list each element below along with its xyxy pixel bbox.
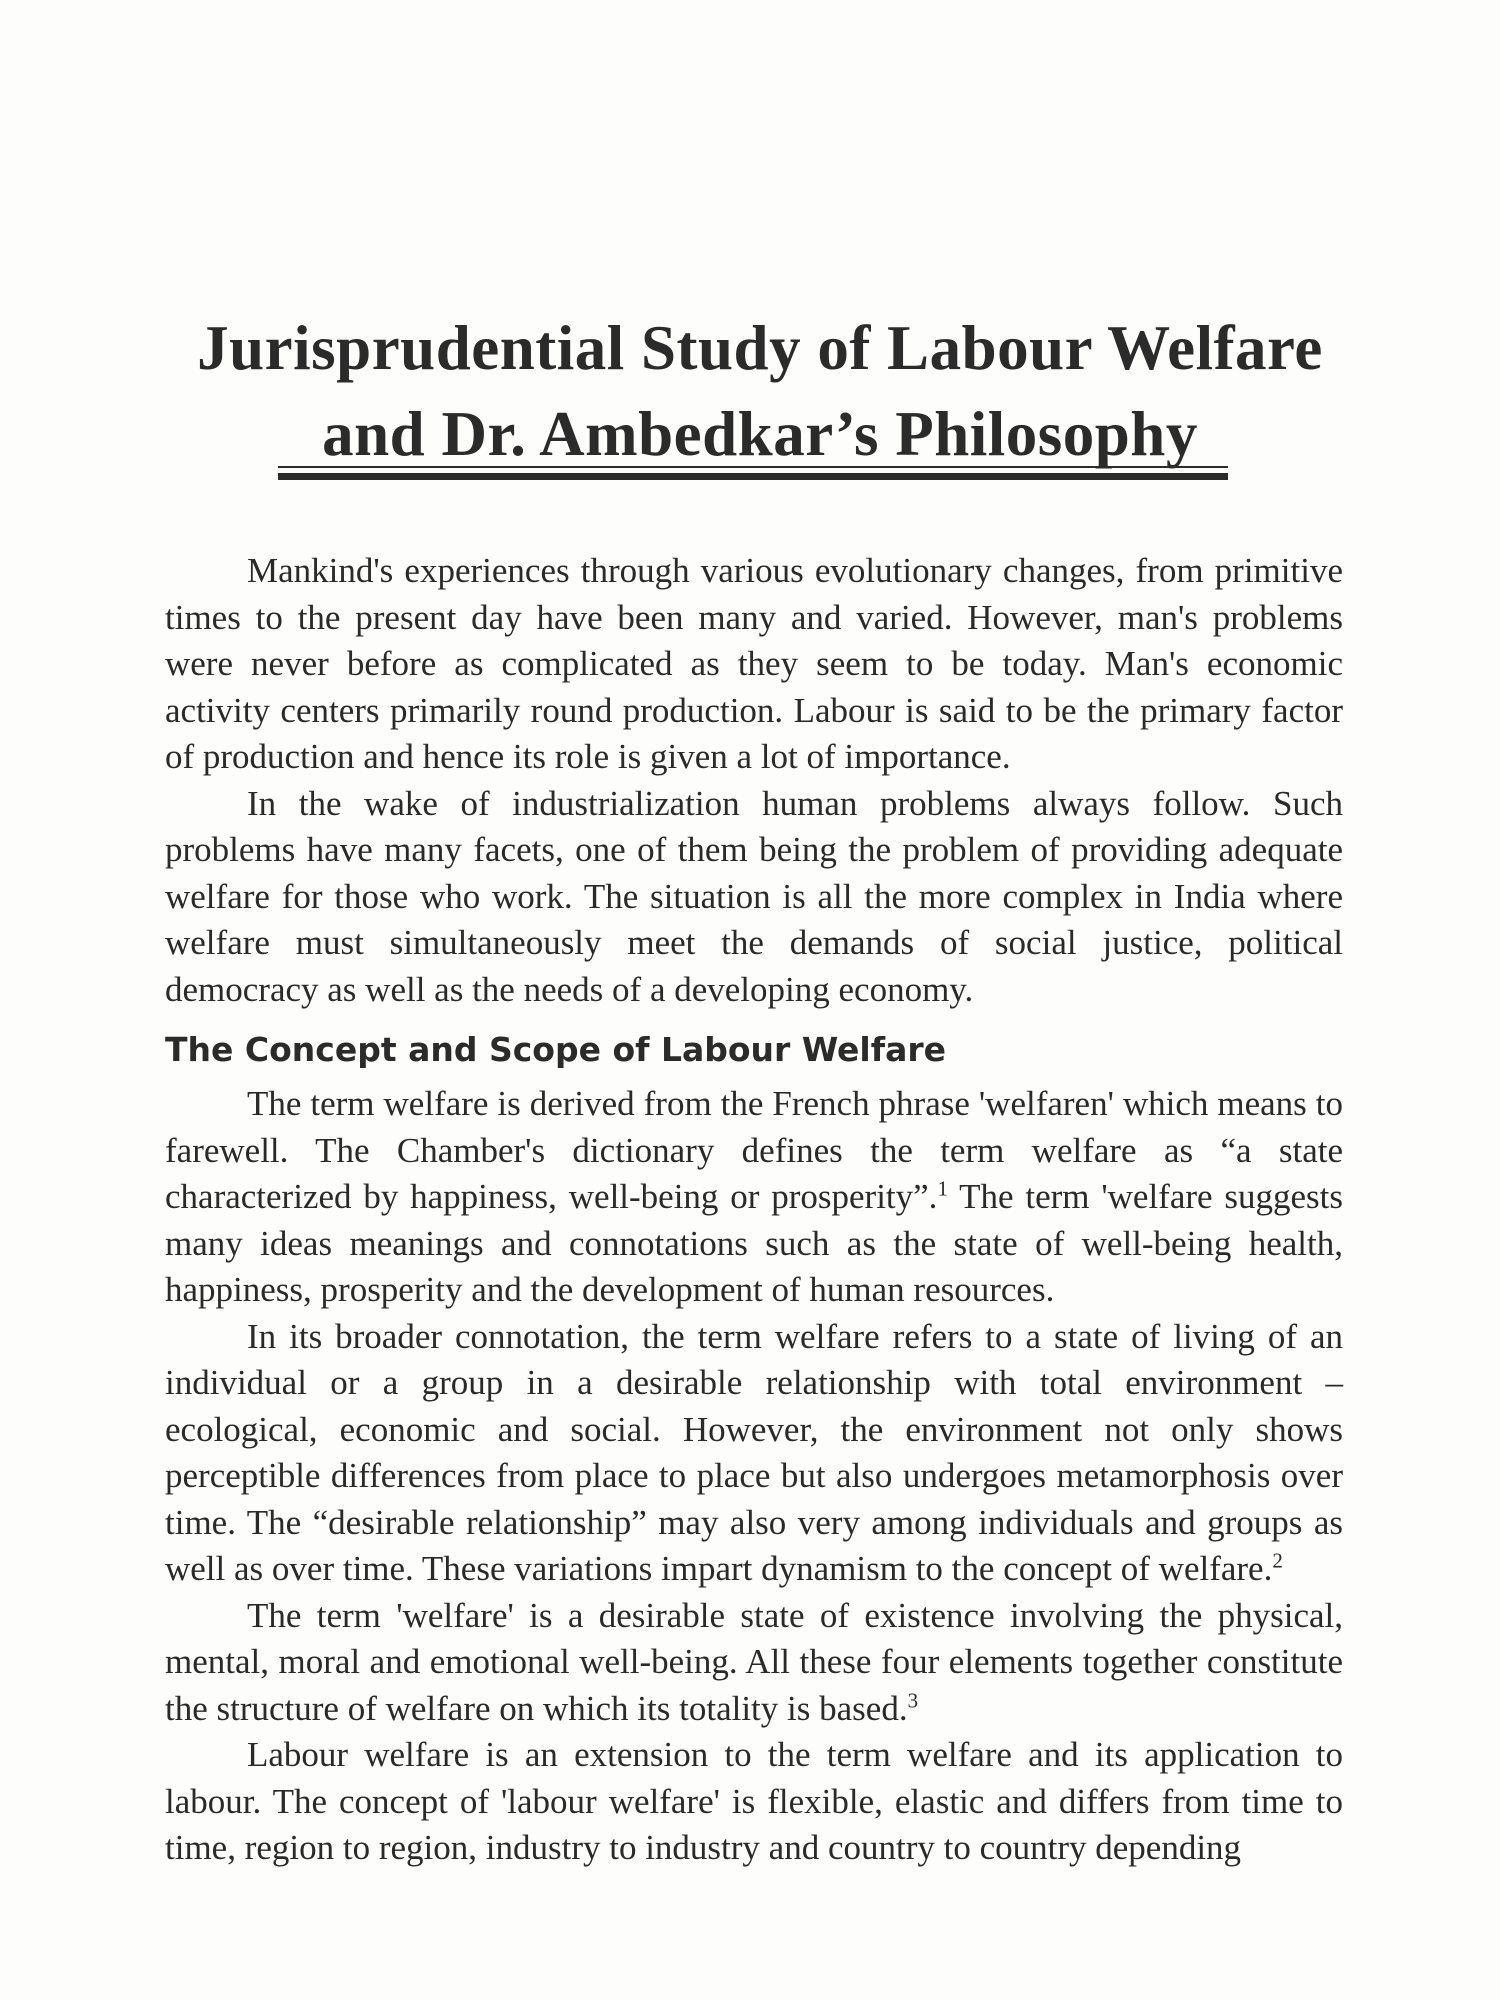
paragraph-3-text-a: The term welfare is derived from the French phrase 'welfaren' which means to farewell. The Chamber's dictionary defines the term welfare as “a state characterized by happiness, well-being or prosperity”. — [165, 1084, 1343, 1216]
paragraph-2: In the wake of industrialization human problems always follow. Such problems have many facets, one of them being the problem of providing adequate welfare for those who work. The situation is all the more complex in India where welfare must simultaneously meet the demands of social justice, political democracy as well as the needs of a developing economy. — [165, 783, 1343, 1009]
section-heading: The Concept and Scope of Labour Welfare — [165, 1030, 947, 1069]
paragraph-4-text: In its broader connotation, the term welfare refers to a state of living of an individual or a group in a desirable relationship with total environment – ecological, economic and social. However, the environment not only shows perceptible differences from place to place but also undergoes metamorphosis over time. The “desirable relationship” may also very among individuals and groups as well as over time. These variations impart dynamism to the concept of welfare. — [165, 1316, 1343, 1588]
paragraph-5 — [165, 1593, 1343, 1733]
paragraph-5-text: The term 'welfare' is a desirable state of existence involving the physical, mental, moral and emotional well-being. All these four elements together constitute the structure of welfare on which its totality is based. — [165, 1595, 1343, 1728]
chapter-title — [160, 305, 1360, 477]
paragraph-1: Mankind's experiences through various evolutionary changes, from primitive times to the present day have been many and varied. However, man's problems were never before as complicated as they seem to be today. Man's economic activity centers primarily round production. Labour is said to be the primary factor of production and hence its role is given a lot of importance. — [165, 551, 1343, 776]
footnote-ref-3: 3 — [907, 1687, 919, 1712]
title-underline-rule — [278, 466, 1228, 479]
body-text — [165, 548, 1343, 1872]
paragraph-4 — [165, 1314, 1343, 1593]
paragraph-3 — [165, 1081, 1343, 1314]
footnote-ref-2: 2 — [1272, 1548, 1283, 1573]
chapter-title-line-2: and Dr. Ambedkar’s Philosophy — [322, 399, 1198, 469]
paragraph-3-text-b: The term 'welfare suggests many ideas meanings and connotations such as the state of well-being health, happiness, prosperity and the development of human resources. — [165, 1177, 1343, 1309]
paragraph-6: Labour welfare is an extension to the term welfare and its application to labour. The concept of 'labour welfare' is flexible, elastic and differs from time to time, region to region, industry to industry and country to country depending — [165, 1735, 1343, 1867]
footnote-ref-1: 1 — [937, 1176, 948, 1201]
chapter-title-line-1: Jurisprudential Study of Labour Welfare — [197, 313, 1323, 383]
